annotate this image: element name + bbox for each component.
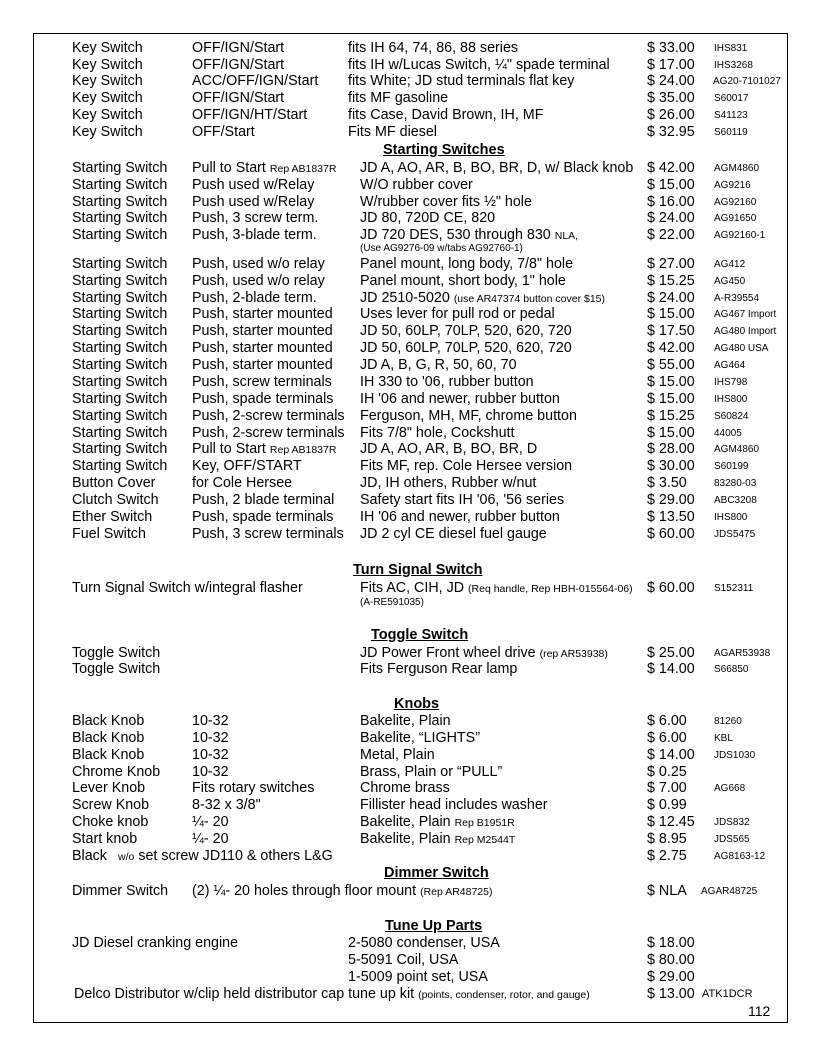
item-type: Push, 2-screw terminals (192, 408, 345, 424)
item-name: Starting Switch (72, 273, 168, 289)
item-name: Starting Switch (72, 408, 168, 424)
item-price: $ 30.00 (647, 458, 695, 474)
item-type: Push used w/Relay (192, 177, 315, 193)
item-type: for Cole Hersee (192, 475, 293, 491)
page-number: 112 (748, 1003, 771, 1019)
item-type: OFF/IGN/Start (192, 40, 285, 56)
item-name: Starting Switch (72, 425, 168, 441)
item-description: 5-5091 Coil, USA (348, 952, 459, 968)
item-name: Starting Switch (72, 340, 168, 356)
part-number: AG92160 (714, 197, 757, 208)
item-price: $ 7.00 (647, 780, 687, 796)
item-price: $ 55.00 (647, 357, 695, 373)
part-number: S60017 (714, 93, 749, 104)
item-description: IH '06 and newer, rubber button (360, 509, 560, 525)
item-description: Fits MF diesel (348, 124, 437, 140)
item-type: Push, 3 screw term. (192, 210, 319, 226)
table-row (72, 391, 816, 408)
item-price: $ 0.25 (647, 764, 687, 780)
part-number: AGM4860 (714, 444, 760, 455)
item-type: Push, starter mounted (192, 306, 333, 322)
item-note: (Use AG9276-09 w/tabs AG92760-1) (360, 243, 523, 254)
item-price: $ 24.00 (647, 290, 695, 306)
item-price: $ 14.00 (647, 661, 695, 677)
table-row (72, 441, 816, 458)
item-description: IH '06 and newer, rubber button (360, 391, 560, 407)
part-number: AG480 Import (714, 326, 777, 337)
item-name: Starting Switch (72, 458, 168, 474)
table-row (72, 661, 816, 678)
table-row (72, 458, 816, 475)
table-row (72, 273, 816, 290)
table-row (72, 952, 816, 969)
part-number: S60119 (714, 127, 748, 138)
item-description: JD 80, 720D CE, 820 (360, 210, 496, 226)
item-description: fits MF gasoline (348, 90, 449, 106)
item-type: ¼- 20 (192, 814, 229, 830)
item-price: $ 27.00 (647, 256, 695, 272)
item-price: $ NLA (647, 883, 687, 899)
item-description: 2-5080 condenser, USA (348, 935, 500, 951)
part-number: S60199 (714, 461, 749, 472)
item-price: $ 2.75 (647, 848, 687, 864)
part-number: JDS565 (714, 834, 750, 845)
item-type: 10-32 (192, 747, 229, 763)
item-type: Push, starter mounted (192, 323, 333, 339)
item-name: Starting Switch (72, 441, 168, 457)
table-row (72, 645, 816, 662)
item-description: Fits Ferguson Rear lamp (360, 661, 518, 677)
section-heading: Toggle Switch (371, 627, 469, 643)
item-description-note: NLA, (554, 230, 579, 242)
item-description-note: (Req handle, Rep HBH-015564-06) (468, 583, 633, 595)
item-type: 10-32 (192, 764, 229, 780)
item-type: Push, 2 blade terminal (192, 492, 335, 508)
table-row (72, 797, 816, 814)
item-description-note: (use AR47374 button cover $15) (453, 293, 605, 305)
item-price: $ 14.00 (647, 747, 695, 763)
item-type: OFF/IGN/Start (192, 57, 285, 73)
part-number: IHS798 (714, 377, 748, 388)
item-description: Bakelite, Plain Rep M2544T (360, 831, 516, 847)
item-description: Bakelite, Plain (360, 713, 451, 729)
item-type: Pull to Start Rep AB1837R (192, 160, 337, 176)
table-row (72, 780, 816, 797)
item-description: Bakelite, “LIGHTS” (360, 730, 480, 746)
part-number: AG450 (714, 276, 746, 287)
item-name: Starting Switch (72, 323, 168, 339)
part-number: AGAR53938 (714, 648, 771, 659)
part-number: AG20-7101027 (713, 76, 781, 87)
part-number: AGAR48725 (701, 886, 758, 897)
item-description: fits IH 64, 74, 86, 88 series (348, 40, 519, 56)
table-row (72, 124, 816, 141)
item-type: OFF/Start (192, 124, 255, 140)
item-type-note: Rep AB1837R (269, 163, 337, 175)
item-type: Push, 2-blade term. (192, 290, 317, 306)
table-row (72, 764, 816, 781)
table-row (72, 306, 816, 323)
item-type: Pull to Start Rep AB1837R (192, 441, 337, 457)
table-row (72, 374, 816, 391)
item-price: $ 32.95 (647, 124, 695, 140)
part-number: ATK1DCR (702, 988, 753, 1000)
item-price: $ 60.00 (647, 526, 695, 542)
item-price: $ 42.00 (647, 160, 695, 176)
item-description: JD 2 cyl CE diesel fuel gauge (360, 526, 547, 542)
item-price: $ 26.00 (647, 107, 695, 123)
table-row (72, 475, 816, 492)
item-name: Black Knob (72, 747, 145, 763)
table-row (72, 160, 816, 177)
item-price: $ 8.95 (647, 831, 687, 847)
item-description: JD A, AO, AR, B, BO, BR, D (360, 441, 538, 457)
table-row (72, 107, 816, 124)
item-description: Fits MF, rep. Cole Hersee version (360, 458, 573, 474)
item-type: Push, screw terminals (192, 374, 332, 390)
item-description: Brass, Plain or “PULL” (360, 764, 503, 780)
table-row (72, 747, 816, 764)
item-description: Fits AC, CIH, JD (Req handle, Rep HBH-015564-06) (360, 580, 633, 596)
item-name: Starting Switch (72, 227, 168, 243)
item-description: Safety start fits IH '06, '56 series (360, 492, 565, 508)
item-type: OFF/IGN/HT/Start (192, 107, 308, 123)
item-price: $ 60.00 (647, 580, 695, 596)
item-price: $ 15.00 (647, 177, 695, 193)
item-price: $ 15.00 (647, 425, 695, 441)
item-price: $ 29.00 (647, 492, 695, 508)
item-name: Starting Switch (72, 391, 168, 407)
item-name: Black Knob (72, 730, 145, 746)
item-name: Starting Switch (72, 256, 168, 272)
table-row (72, 713, 816, 730)
item-description: W/rubber cover fits ½" hole (360, 194, 532, 210)
item-price: $ 15.00 (647, 391, 695, 407)
table-row (72, 883, 816, 900)
part-number: AG9216 (714, 180, 751, 191)
item-price: $ 24.00 (647, 210, 695, 226)
part-number: S152311 (714, 583, 754, 594)
table-row (72, 580, 816, 597)
item-price: $ 0.99 (647, 797, 687, 813)
item-description: Metal, Plain (360, 747, 435, 763)
item-description: JD A, B, G, R, 50, 60, 70 (360, 357, 517, 373)
item-price: $ 42.00 (647, 340, 695, 356)
item-description: Fits 7/8" hole, Cockshutt (360, 425, 515, 441)
part-number: S66850 (714, 664, 749, 675)
table-row (72, 40, 816, 57)
item-type: OFF/IGN/Start (192, 90, 285, 106)
table-row (72, 848, 816, 865)
part-number: JDS832 (714, 817, 750, 828)
table-row (72, 177, 816, 194)
item-description: (2) ¼- 20 holes through floor mount (Rep AR48725) (192, 883, 493, 899)
part-number: IHS831 (714, 43, 748, 54)
item-price: $ 17.00 (647, 57, 695, 73)
part-number: 44005 (714, 428, 742, 439)
table-row (72, 492, 816, 509)
table-row (72, 509, 816, 526)
table-row (72, 526, 816, 543)
item-description: JD, IH others, Rubber w/nut (360, 475, 537, 491)
table-row (72, 357, 816, 374)
item-type-note: Rep AB1837R (269, 444, 337, 456)
item-description: W/O rubber cover (360, 177, 473, 193)
part-number: JDS1030 (714, 750, 756, 761)
item-type: Push, used w/o relay (192, 256, 325, 272)
item-description-note: (rep AR53938) (539, 648, 608, 660)
item-price: $ 33.00 (647, 40, 695, 56)
item-description-note: Rep M2544T (454, 834, 516, 846)
part-number: S60824 (714, 411, 749, 422)
part-number: AGM4860 (714, 163, 760, 174)
item-name: Button Cover (72, 475, 156, 491)
item-price: $ 15.25 (647, 408, 695, 424)
part-number: AG467 Import (714, 309, 777, 320)
item-name: Starting Switch (72, 374, 168, 390)
item-description: Bakelite, Plain Rep B1951R (360, 814, 515, 830)
item-name: Starting Switch (72, 290, 168, 306)
item-price: $ 28.00 (647, 441, 695, 457)
item-price: $ 6.00 (647, 730, 687, 746)
item-name: Black (72, 848, 107, 864)
item-description: fits IH w/Lucas Switch, ¼" spade terminal (348, 57, 610, 73)
item-description: JD 720 DES, 530 through 830 NLA, (360, 227, 579, 243)
section-heading: Turn Signal Switch (353, 562, 483, 578)
item-name: Starting Switch (72, 194, 168, 210)
item-price: $ 17.50 (647, 323, 695, 339)
item-price: $ 24.00 (647, 73, 695, 89)
item-name: Chrome Knob (72, 764, 161, 780)
item-description: Uses lever for pull rod or pedal (360, 306, 555, 322)
table-row (72, 730, 816, 747)
item-name: Toggle Switch (72, 661, 161, 677)
item-name: JD Diesel cranking engine (72, 935, 239, 951)
item-name: Toggle Switch (72, 645, 161, 661)
section-heading: Dimmer Switch (384, 865, 489, 881)
item-name: Ether Switch (72, 509, 153, 525)
item-type: Push, 3-blade term. (192, 227, 317, 243)
item-name: Key Switch (72, 124, 143, 140)
table-row (72, 227, 816, 244)
item-price: $ 15.00 (647, 306, 695, 322)
item-type: 10-32 (192, 713, 229, 729)
item-type: Push, 3 screw terminals (192, 526, 344, 542)
item-price: $ 80.00 (647, 952, 695, 968)
item-name: Fuel Switch (72, 526, 146, 542)
item-description-note: (points, condenser, rotor, and gauge) (418, 989, 590, 1001)
item-description: Panel mount, short body, 1" hole (360, 273, 566, 289)
item-price: $ 15.00 (647, 374, 695, 390)
item-type: 10-32 (192, 730, 229, 746)
item-description: IH 330 to '06, rubber button (360, 374, 534, 390)
item-name: Key Switch (72, 57, 143, 73)
table-row (72, 831, 816, 848)
item-type: Push, spade terminals (192, 391, 334, 407)
item-price: $ 15.25 (647, 273, 695, 289)
table-row (72, 408, 816, 425)
section-heading: Starting Switches (383, 142, 505, 158)
item-name: Dimmer Switch (72, 883, 169, 899)
table-row (72, 340, 816, 357)
part-number: AG412 (714, 259, 746, 270)
item-description: JD Power Front wheel drive (rep AR53938) (360, 645, 608, 661)
item-type: ACC/OFF/IGN/Start (192, 73, 319, 89)
item-description: JD 50, 60LP, 70LP, 520, 620, 720 (360, 323, 572, 339)
item-name: Key Switch (72, 73, 143, 89)
table-row (72, 290, 816, 307)
item-price: $ 6.00 (647, 713, 687, 729)
item-name: Starting Switch (72, 177, 168, 193)
item-description: set screw JD110 & others L&G (138, 848, 333, 864)
item-note: (A-RE591035) (360, 597, 424, 608)
item-description: Delco Distributor w/clip held distributor cap tune up kit (points, condenser, rotor, and gauge) (74, 986, 590, 1002)
part-number: ABC3208 (714, 495, 757, 506)
item-type: Key, OFF/START (192, 458, 302, 474)
item-type-note: w/o (118, 851, 135, 863)
item-type: Push, 2-screw terminals (192, 425, 345, 441)
item-description: 1-5009 point set, USA (348, 969, 488, 985)
item-price: $ 22.00 (647, 227, 695, 243)
item-name: Starting Switch (72, 210, 168, 226)
item-name: Starting Switch (72, 357, 168, 373)
table-row (72, 935, 816, 952)
part-number: JDS5475 (714, 529, 756, 540)
table-row (72, 814, 816, 831)
item-name: Starting Switch (72, 160, 168, 176)
part-number: AG91650 (714, 213, 757, 224)
item-type: Push, used w/o relay (192, 273, 325, 289)
item-description-note: (Rep AR48725) (420, 886, 493, 898)
item-type: Push, starter mounted (192, 340, 333, 356)
item-name: Screw Knob (72, 797, 150, 813)
item-line (118, 848, 333, 866)
item-description-note: Rep B1951R (454, 817, 515, 829)
part-number: 81260 (714, 716, 742, 727)
item-description: fits White; JD stud terminals flat key (348, 73, 575, 89)
part-number: AG480 USA (714, 343, 769, 354)
item-description: fits Case, David Brown, IH, MF (348, 107, 544, 123)
item-type: Push, spade terminals (192, 509, 334, 525)
part-number: 83280-03 (714, 478, 757, 489)
table-row (72, 986, 816, 1003)
part-number: AG464 (714, 360, 746, 371)
item-price: $ 13.00 (647, 986, 695, 1002)
part-number: AG92160-1 (714, 230, 766, 241)
item-type: Push, starter mounted (192, 357, 333, 373)
part-number: AG8163-12 (714, 851, 766, 862)
item-type: ¼- 20 (192, 831, 229, 847)
part-number: A-R39554 (714, 293, 760, 304)
section-heading: Tune Up Parts (385, 918, 483, 934)
item-type: Push used w/Relay (192, 194, 315, 210)
item-name: Key Switch (72, 40, 143, 56)
item-price: $ 13.50 (647, 509, 695, 525)
item-price: $ 3.50 (647, 475, 687, 491)
item-description: Panel mount, long body, 7/8" hole (360, 256, 574, 272)
table-row (72, 256, 816, 273)
item-name: Turn Signal Switch w/integral flasher (72, 580, 303, 596)
part-number: IHS800 (714, 394, 748, 405)
item-price: $ 25.00 (647, 645, 695, 661)
item-name: Lever Knob (72, 780, 146, 796)
item-type: Fits rotary switches (192, 780, 315, 796)
table-row (72, 90, 816, 107)
table-row (72, 425, 816, 442)
item-description: JD 50, 60LP, 70LP, 520, 620, 720 (360, 340, 572, 356)
table-row (72, 57, 816, 74)
item-name: Key Switch (72, 90, 143, 106)
item-name: Start knob (72, 831, 138, 847)
item-price: $ 16.00 (647, 194, 695, 210)
table-row (72, 323, 816, 340)
item-name: Clutch Switch (72, 492, 159, 508)
item-description: Ferguson, MH, MF, chrome button (360, 408, 577, 424)
item-description: JD A, AO, AR, B, BO, BR, D, w/ Black knob (360, 160, 634, 176)
item-price: $ 29.00 (647, 969, 695, 985)
part-number: IHS800 (714, 512, 748, 523)
item-price: $ 18.00 (647, 935, 695, 951)
table-row (72, 210, 816, 227)
item-name: Key Switch (72, 107, 143, 123)
item-type: 8-32 x 3/8" (192, 797, 261, 813)
item-description: Chrome brass (360, 780, 450, 796)
section-heading: Knobs (394, 696, 440, 712)
table-row (72, 969, 816, 986)
item-name: Black Knob (72, 713, 145, 729)
item-price: $ 35.00 (647, 90, 695, 106)
part-number: AG668 (714, 783, 746, 794)
item-description: JD 2510-5020 (use AR47374 button cover $15) (360, 290, 605, 306)
part-number: KBL (714, 733, 733, 744)
item-price: $ 12.45 (647, 814, 695, 830)
item-name: Starting Switch (72, 306, 168, 322)
table-row (72, 73, 816, 90)
item-name: Choke knob (72, 814, 149, 830)
part-number: S41123 (714, 110, 748, 121)
part-number: IHS3268 (714, 60, 753, 71)
table-row (72, 194, 816, 211)
item-description: Fillister head includes washer (360, 797, 548, 813)
